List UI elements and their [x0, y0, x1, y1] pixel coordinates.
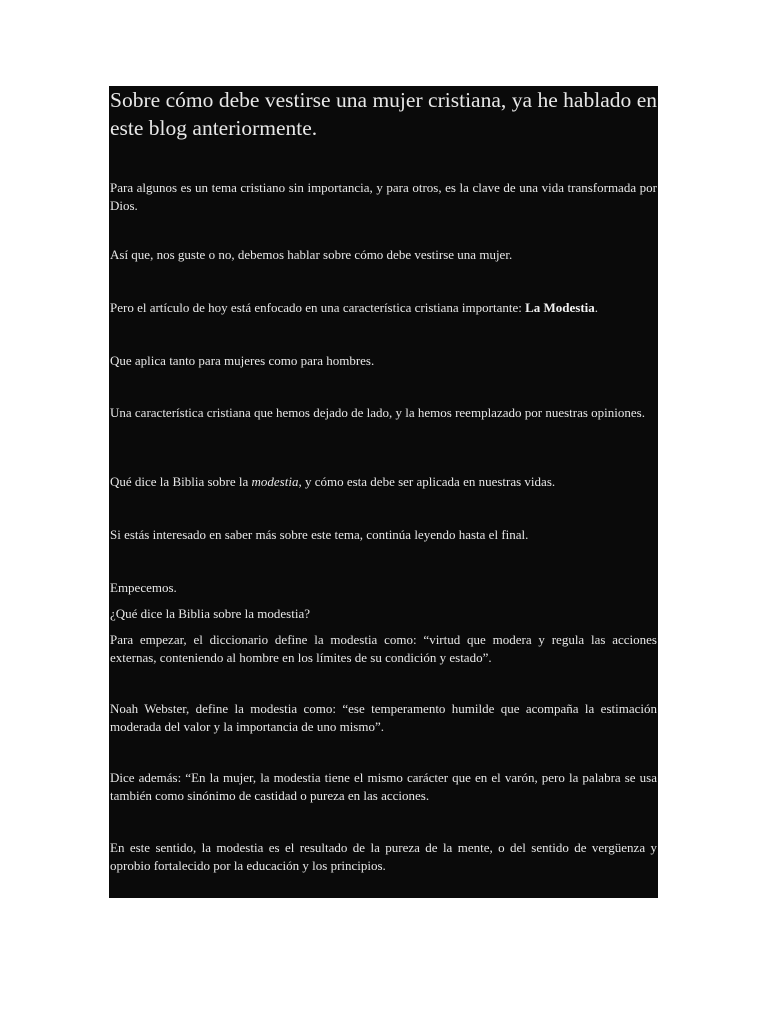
paragraph-5: Una característica cristiana que hemos dejado de lado, y la hemos reemplazado por nuestras opiniones. [110, 405, 645, 420]
paragraph-2: Así que, nos guste o no, debemos hablar sobre cómo debe vestirse una mujer. [110, 247, 513, 262]
paragraph-3-text: Pero el artículo de hoy está enfocado en una característica cristiana importante: [110, 300, 526, 315]
page-heading: Sobre cómo debe vestirse una mujer cristiana, ya he hablado en este blog anteriormente. [110, 88, 657, 140]
section-subheading: ¿Qué dice la Biblia sobre la modestia? [110, 606, 310, 621]
paragraph-11: Dice además: “En la mujer, la modestia tiene el mismo carácter que en el varón, pero la palabra se usa también como sinónimo de castidad o pureza en las acciones. [110, 770, 657, 803]
paragraph-10: Noah Webster, define la modestia como: “ese temperamento humilde que acompaña la estimación moderada del valor y la importancia de uno mismo”. [110, 701, 657, 734]
paragraph-9: Para empezar, el diccionario define la modestia como: “virtud que modera y regula las acciones externas, conteniendo al hombre en los límites de su condición y estado”. [110, 632, 657, 665]
document-page [109, 86, 658, 898]
paragraph-4: Que aplica tanto para mujeres como para hombres. [110, 353, 375, 368]
paragraph-12: En este sentido, la modestia es el resultado de la pureza de la mente, o del sentido de vergüenza y oprobio fortalecido por la educación y los principios. [110, 840, 657, 873]
paragraph-7: Si estás interesado en saber más sobre este tema, continúa leyendo hasta el final. [110, 527, 529, 542]
paragraph-6-end: , y cómo esta debe ser aplicada en nuestras vidas. [298, 474, 556, 489]
paragraph-3-end: . [594, 300, 599, 315]
paragraph-6-text: Qué dice la Biblia sobre la [110, 474, 252, 489]
paragraph-6 [110, 473, 657, 491]
paragraph-8: Empecemos. [110, 580, 177, 595]
paragraph-6-italic: modestia [251, 474, 299, 489]
paragraph-1: Para algunos es un tema cristiano sin importancia, y para otros, es la clave de una vida transformada por Dios. [110, 180, 657, 213]
paragraph-3 [110, 299, 657, 317]
paragraph-3-bold: La Modestia [525, 300, 595, 315]
